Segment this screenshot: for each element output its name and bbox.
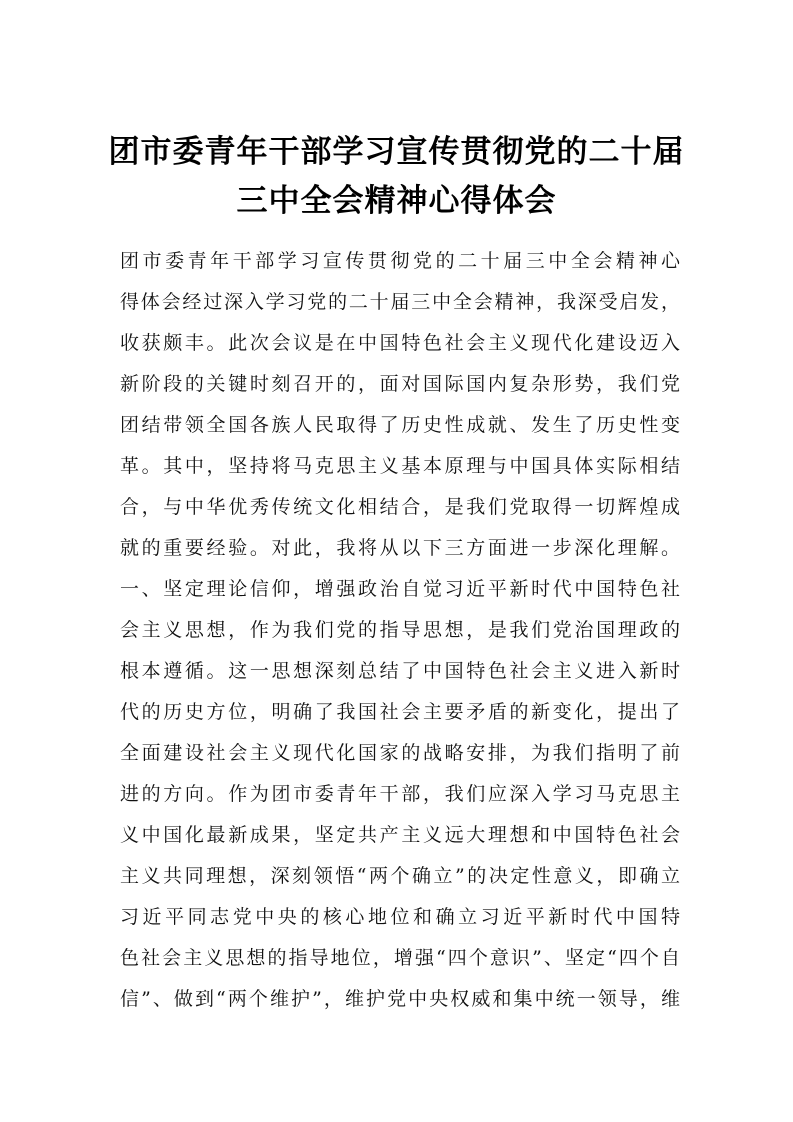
title-line-1: 团市委青年干部学习宣传贯彻党的二十届 <box>108 134 685 170</box>
body-line: 一、坚定理论信仰，增强政治自觉习近平新时代中国特色社 <box>120 578 680 600</box>
body-line: 团结带领全国各族人民取得了历史性成就、发生了历史性变 <box>120 414 680 436</box>
body-line: 新阶段的关键时刻召开的，面对国际国内复杂形势，我们党 <box>120 373 680 395</box>
body-line: 色社会主义思想的指导地位，增强“四个意识”、坚定“四个自 <box>120 947 680 969</box>
body-line: 主义共同理想，深刻领悟“两个确立”的决定性意义，即确立 <box>120 865 680 887</box>
body-line: 根本遵循。这一思想深刻总结了中国特色社会主义进入新时 <box>120 660 680 682</box>
body-line: 就的重要经验。对此，我将从以下三方面进一步深化理解。 <box>120 537 680 559</box>
body-line: 习近平同志党中央的核心地位和确立习近平新时代中国特 <box>120 906 680 928</box>
body-line: 收获颇丰。此次会议是在中国特色社会主义现代化建设迈入 <box>120 332 680 354</box>
body-line: 代的历史方位，明确了我国社会主要矛盾的新变化，提出了 <box>120 701 680 723</box>
body-line: 合，与中华优秀传统文化相结合，是我们党取得一切辉煌成 <box>120 496 680 518</box>
body-line: 全面建设社会主义现代化国家的战略安排，为我们指明了前 <box>120 742 680 764</box>
body-line: 会主义思想，作为我们党的指导思想，是我们党治国理政的 <box>120 619 680 641</box>
body-line: 革。其中，坚持将马克思主义基本原理与中国具体实际相结 <box>120 455 680 477</box>
body-line: 团市委青年干部学习宣传贯彻党的二十届三中全会精神心 <box>120 250 680 272</box>
body-line: 信”、做到“两个维护”，维护党中央权威和集中统一领导，维 <box>120 988 680 1010</box>
title-line-2: 三中全会精神心得体会 <box>236 183 557 219</box>
body-line: 义中国化最新成果，坚定共产主义远大理想和中国特色社会 <box>120 824 680 846</box>
body-line: 得体会经过深入学习党的二十届三中全会精神，我深受启发， <box>120 291 680 313</box>
body-line: 进的方向。作为团市委青年干部，我们应深入学习马克思主 <box>120 783 680 805</box>
